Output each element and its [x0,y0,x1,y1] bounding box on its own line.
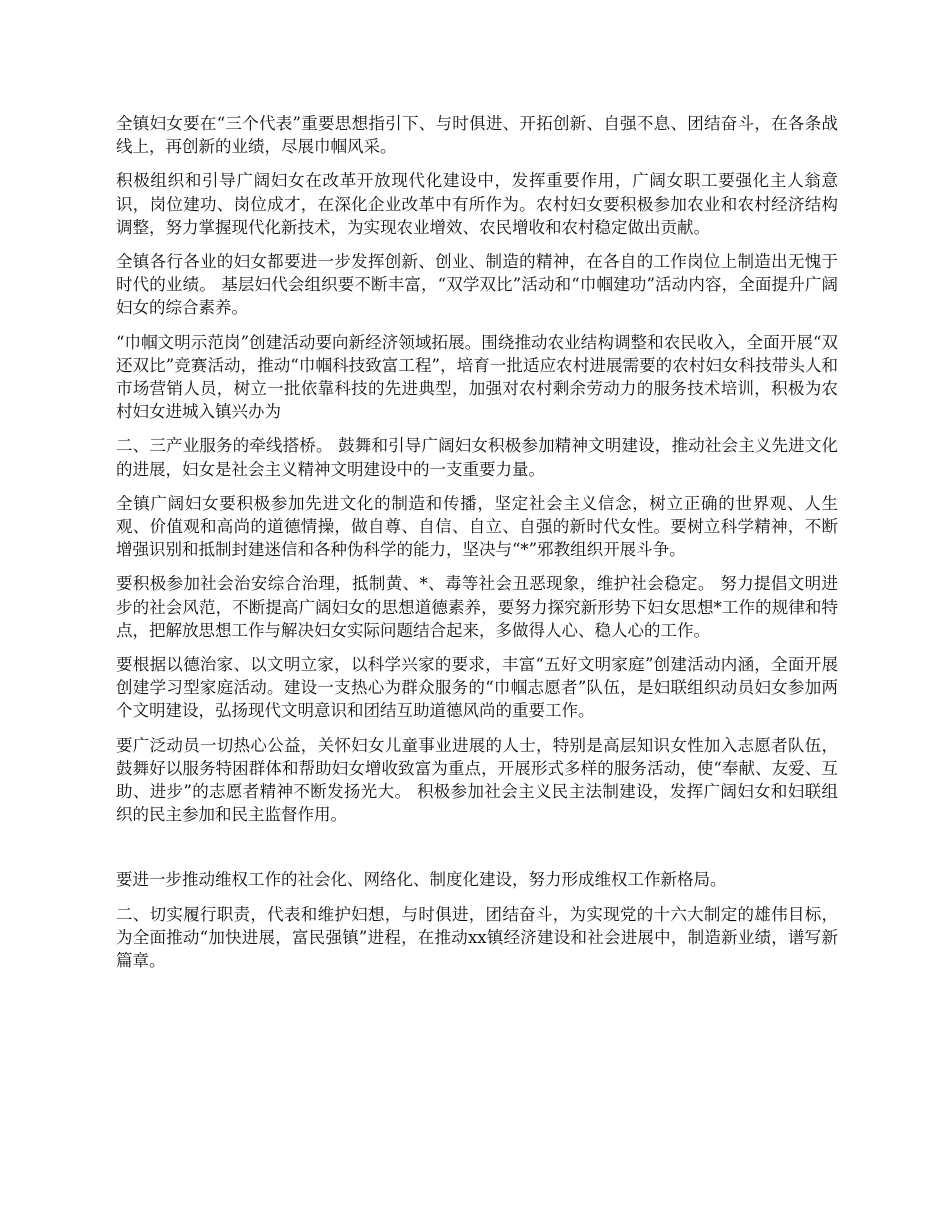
document-body [116,112,838,983]
paragraph: 积极组织和引导广阔妇女在改革开放现代化建设中，发挥重要作用，广阔女职工要强化主人翁意识，岗位建功、岗位成才，在深化企业改革中有所作为。农村妇女要积极参加农业和农村经济结构调整，努力掌握现代化新技术，为实现农业增效、农民增收和农村稳定做出贡献。 [116,171,838,237]
paragraph: 二、切实履行职责，代表和维护妇想，与时俱进，团结奋斗，为实现党的十六大制定的雄伟目标，为全面推动“加快进展，富民强镇”进程，在推动xx镇经济建设和社会进展中，制造新业绩，谱写新篇章。 [116,904,838,971]
paragraph: 要广泛动员一切热心公益，关怀妇女儿童事业进展的人士，特别是高层知识女性加入志愿者队伍，鼓舞好以服务特困群体和帮助妇女增收致富为重点，开展形式多样的服务活动，使“奉献、友爱、互助、进步”的志愿者精神不断发扬光大。 积极参加社会主义民主法制建设，发挥广阔妇女和妇联组织的民主参加和民主监督作用。 [116,735,838,825]
paragraph: 要进一步推动维权工作的社会化、网络化、制度化建设，努力形成维权工作新格局。 [116,870,727,890]
paragraph: 要根据以德治家、以文明立家，以科学兴家的要求，丰富“五好文明家庭”创建活动内涵，全面开展创建学习型家庭活动。建设一支热心为群众服务的“巾帼志愿者”队伍，是妇联组织动员妇女参加两个文明建设，弘扬现代文明意识和团结互助道德风尚的重要工作。 [116,655,838,721]
paragraph: “巾帼文明示范岗”创建活动要向新经济领域拓展。围绕推动农业结构调整和农民收入，全面开展“双还双比”竞赛活动，推动“巾帼科技致富工程”，培育一批适应农村进展需要的农村妇女科技带头人和市场营销人员，树立一批依靠科技的先进典型，加强对农村剩余劳动力的服务技术培训，积极为农村妇女进城入镇兴办为 [116,332,838,422]
paragraph: 全镇广阔妇女要积极参加先进文化的制造和传播，坚定社会主义信念，树立正确的世界观、人生观、价值观和高尚的道德情操，做自尊、自信、自立、自强的新时代女性。要树立科学精神，不断增强识别和抵制封建迷信和各种伪科学的能力，坚决与“*”邪教组织开展斗争。 [116,493,838,560]
paragraph: 全镇各行各业的妇女都要进一步发挥创新、创业、制造的精神，在各自的工作岗位上制造出无愧于时代的业绩。 基层妇代会组织要不断丰富，“双学双比”活动和“巾帼建功”活动内容，全面提升广阔妇女的综合素养。 [116,252,838,318]
paragraph: 二、三产业服务的牵线搭桥。 鼓舞和引导广阔妇女积极参加精神文明建设，推动社会主义先进文化的进展，妇女是社会主义精神文明建设中的一支重要力量。 [116,436,838,479]
paragraph: 要积极参加社会治安综合治理，抵制黄、*、毒等社会丑恶现象，维护社会稳定。 努力提倡文明进步的社会风范，不断提高广阔妇女的思想道德素养，要努力探究新形势下妇女思想*工作的规律和特点，把解放思想工作与解决妇女实际问题结合起来，多做得人心、稳人心的工作。 [116,574,838,640]
paragraph: 全镇妇女要在“三个代表”重要思想指引下、与时俱进、开拓创新、自强不息、团结奋斗，在各条战线上，再创新的业绩，尽展巾帼风采。 [116,114,838,157]
